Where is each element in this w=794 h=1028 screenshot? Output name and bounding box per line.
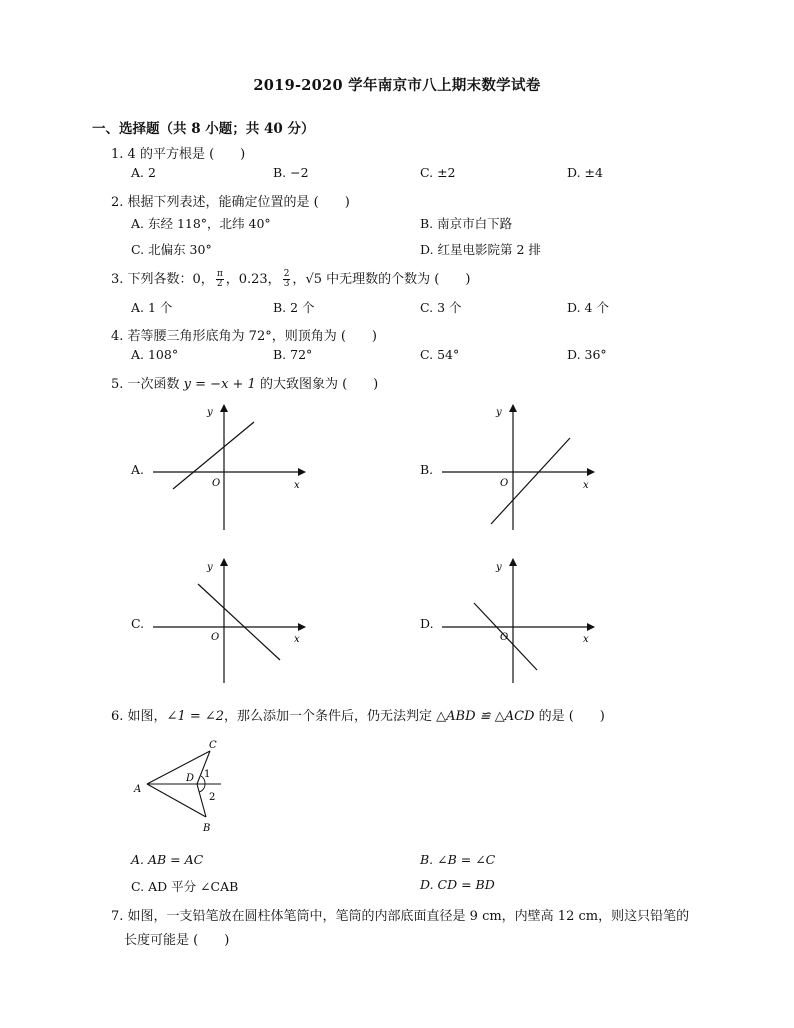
segment-db <box>197 784 206 817</box>
fraction-numerator: 2 <box>283 269 290 279</box>
question-2-stem: 2. 根据下列表述，能确定位置的是 ( ) <box>111 195 350 210</box>
graph-a <box>153 405 305 530</box>
question-6-option-b: B. ∠B = ∠C <box>420 852 496 867</box>
segment-ab <box>147 784 206 817</box>
question-4-stem: 4. 若等腰三角形底角为 72°，则顶角为 ( ) <box>111 329 377 344</box>
graph-c <box>153 559 305 683</box>
angle-condition: ∠1 = ∠2 <box>166 709 225 724</box>
question-6-option-c: C. AD 平分 ∠CAB <box>131 879 239 894</box>
angle-1-label: 1 <box>204 769 211 780</box>
question-3-stem-prefix: 3. 下列各数：0， <box>111 272 214 287</box>
question-2-option-d: D. 红星电影院第 2 排 <box>420 242 541 257</box>
question-3-stem-suffix: 中无理数的个数为 ( ) <box>322 272 471 287</box>
fraction-numerator: π <box>216 269 223 279</box>
question-1-option-c: C. ±2 <box>420 165 456 180</box>
question-5-stem-prefix: 5. 一次函数 <box>111 377 184 392</box>
question-4-option-c: C. 54° <box>420 347 460 362</box>
question-6-option-a: A. AB = AC <box>131 852 204 867</box>
question-6-stem-mid: ，那么添加一个条件后，仍无法判定 <box>224 709 437 724</box>
question-3-option-b: B. 2 个 <box>273 300 315 315</box>
question-2-option-b: B. 南京市白下路 <box>420 216 513 231</box>
segment-ac <box>147 751 210 784</box>
point-d-label: D <box>186 773 195 784</box>
question-3-option-d: D. 4 个 <box>567 300 609 315</box>
question-1-option-d: D. ±4 <box>567 165 603 180</box>
question-4-option-d: D. 36° <box>567 347 607 362</box>
question-6-stem <box>111 705 605 724</box>
y-label: y <box>496 407 502 418</box>
question-5-option-a: A. <box>131 462 145 477</box>
origin-label: O <box>500 632 509 643</box>
origin-label: O <box>500 478 509 489</box>
graph-b <box>442 405 594 530</box>
question-5-option-d: D. <box>420 616 434 631</box>
question-4-option-b: B. 72° <box>273 347 313 362</box>
origin-label: O <box>212 478 221 489</box>
congruence-statement: △ABD ≌ △ACD <box>436 709 535 724</box>
question-6-option-d: D. CD = BD <box>420 877 495 892</box>
function-expression: y = −x + 1 <box>183 377 256 392</box>
y-label: y <box>207 407 213 418</box>
question-6-stem-prefix: 6. 如图， <box>111 709 167 724</box>
question-7-stem-line-1: 7. 如图，一支铅笔放在圆柱体笔筒中，笔筒的内部底面直径是 9 cm，内壁高 12 cm，则这只铅笔的 <box>111 909 690 924</box>
angle-2-arc <box>199 784 205 792</box>
question-1-stem: 1. 4 的平方根是 ( ) <box>111 147 246 162</box>
point-b-label: B <box>203 823 211 834</box>
origin-label: O <box>211 632 220 643</box>
question-1-option-a: A. 2 <box>131 165 156 180</box>
angle-2-label: 2 <box>209 792 216 803</box>
sqrt-five: √5 <box>305 272 322 287</box>
question-5-option-b: B. <box>420 462 434 477</box>
question-6-stem-suffix: 的是 ( ) <box>534 709 605 724</box>
graph-d <box>442 559 594 683</box>
question-3-option-a: A. 1 个 <box>131 300 173 315</box>
section-heading: 一、选择题（共 8 小题；共 40 分） <box>92 121 315 137</box>
question-5-stem-suffix: 的大致图象为 ( ) <box>255 377 379 392</box>
function-line <box>198 584 280 660</box>
x-label: x <box>294 634 300 645</box>
y-label: y <box>496 562 502 573</box>
x-label: x <box>583 480 589 491</box>
point-a-label: A <box>134 784 142 795</box>
point-c-label: C <box>209 740 217 751</box>
question-4-option-a: A. 108° <box>131 347 179 362</box>
question-2-option-c: C. 北偏东 30° <box>131 242 212 257</box>
question-2-option-a: A. 东经 118°，北纬 40° <box>131 216 271 231</box>
y-label: y <box>207 562 213 573</box>
question-3-comma: ，0.23， <box>225 272 281 287</box>
question-1-option-b: B. −2 <box>273 165 309 180</box>
question-3-comma: ， <box>292 272 306 287</box>
fraction-denominator: 2 <box>216 279 223 289</box>
question-3-option-c: C. 3 个 <box>420 300 462 315</box>
fraction-denominator: 3 <box>283 279 290 289</box>
x-label: x <box>583 634 589 645</box>
triangle-figure <box>133 740 221 834</box>
page-title: 2019-2020 学年南京市八上期末数学试卷 <box>253 77 541 94</box>
x-label: x <box>294 480 300 491</box>
question-7-stem-line-2: 长度可能是 ( ) <box>124 933 230 948</box>
question-5-option-c: C. <box>131 616 145 631</box>
